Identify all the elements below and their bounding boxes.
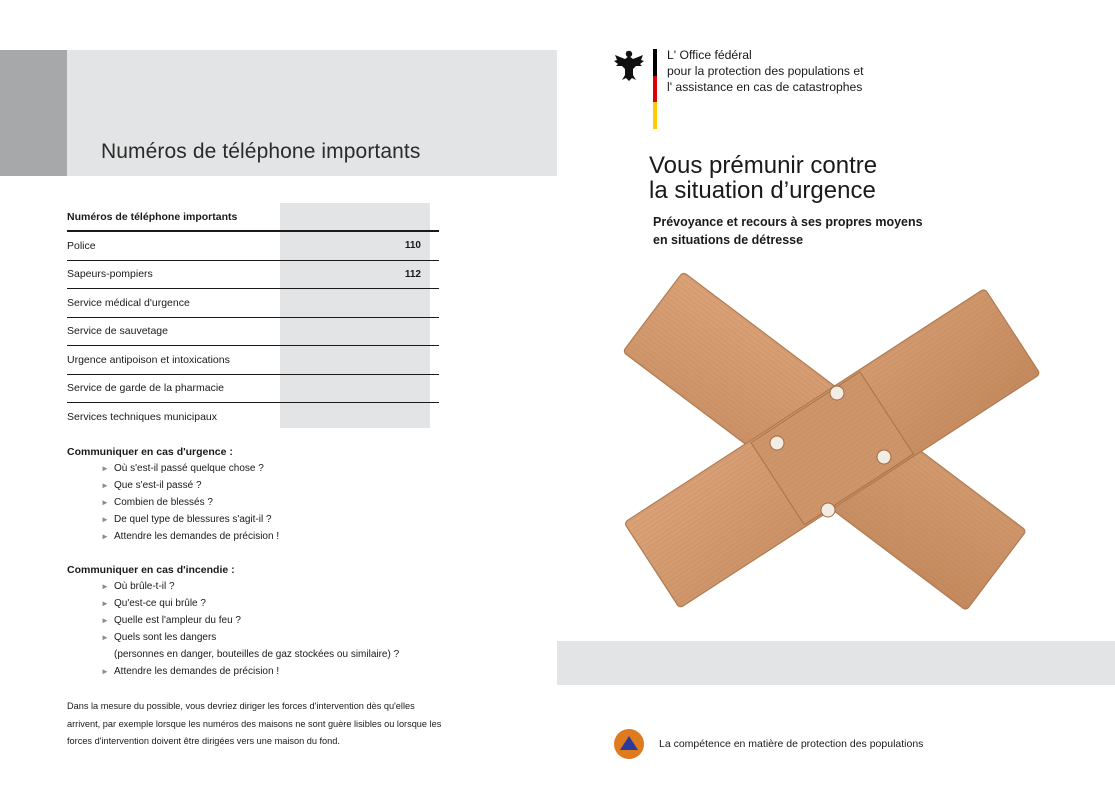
urgence-section — [67, 446, 487, 545]
list-item-text: Que s'est-il passé ? — [114, 480, 202, 491]
office-line: l' assistance en cas de catastrophes — [667, 80, 863, 94]
row-label: Urgence antipoison et intoxications — [67, 353, 230, 366]
list-item — [67, 595, 487, 612]
list-item — [67, 477, 487, 494]
list-item — [67, 612, 487, 629]
table-row — [67, 346, 439, 375]
bullet-triangle-icon: ► — [101, 498, 109, 507]
cover-title — [649, 153, 877, 203]
phone-table — [67, 203, 439, 431]
row-label: Service de garde de la pharmacie — [67, 382, 225, 395]
title-line: la situation d’urgence — [649, 177, 876, 204]
phone-table-header: Numéros de téléphone importants — [67, 203, 439, 232]
office-line: pour la protection des populations et — [667, 64, 864, 78]
table-row — [67, 318, 439, 347]
list-item-text: Où brûle-t-il ? — [114, 581, 175, 592]
row-label: Services techniques municipaux — [67, 410, 217, 423]
federal-eagle-icon — [613, 47, 645, 83]
table-row — [67, 232, 439, 261]
table-row — [67, 375, 439, 404]
list-item-text: Quelle est l'ampleur du feu ? — [114, 615, 241, 626]
footer-tagline: La compétence en matière de protection des populations — [659, 738, 924, 750]
intervention-note: Dans la mesure du possible, vous devriez diriger les forces d'intervention dès qu'elles arrivent, par exemple lorsque les numéros des maisons ne sont guère lisibles ou lorsque les forces d'intervention doivent être dirigées vers une maison du fond. — [67, 701, 442, 746]
list-item-text: Attendre les demandes de précision ! — [114, 531, 280, 542]
list-item — [67, 528, 487, 545]
cover-subtitle — [653, 214, 923, 249]
list-item-text: Combien de blessés ? — [114, 497, 213, 508]
right-footer-band — [557, 641, 1115, 685]
list-item-text: Attendre les demandes de précision ! — [114, 666, 280, 677]
urgence-title: Communiquer en cas d'urgence : — [67, 446, 233, 458]
table-row — [67, 403, 439, 431]
row-number: 112 — [404, 268, 421, 280]
list-item-continuation: (personnes en danger, bouteilles de gaz stockées ou similaire) ? — [114, 649, 400, 660]
office-name — [667, 47, 864, 95]
bullet-triangle-icon: ► — [101, 515, 109, 524]
list-item — [67, 494, 487, 511]
list-item — [67, 629, 487, 663]
list-item — [67, 511, 487, 528]
list-item — [67, 663, 487, 680]
bullet-triangle-icon: ► — [101, 667, 109, 676]
flag-stripe — [653, 49, 657, 129]
bullet-triangle-icon: ► — [101, 616, 109, 625]
bullet-triangle-icon: ► — [101, 599, 109, 608]
bullet-triangle-icon: ► — [101, 582, 109, 591]
list-item-text: Qu'est-ce qui brûle ? — [114, 598, 206, 609]
row-label: Police — [67, 239, 96, 252]
left-header-tab — [0, 50, 67, 176]
table-row — [67, 289, 439, 318]
row-label: Service médical d'urgence — [67, 296, 190, 309]
incendie-title: Communiquer en cas d'incendie : — [67, 564, 235, 576]
list-item — [67, 460, 487, 477]
table-row — [67, 261, 439, 290]
list-item-text: De quel type de blessures s'agit-il ? — [114, 514, 272, 525]
logo-triangle — [620, 736, 638, 750]
subtitle-line: Prévoyance et recours à ses propres moyens — [653, 215, 923, 229]
bullet-triangle-icon: ► — [101, 532, 109, 541]
office-line: L' Office fédéral — [667, 48, 752, 62]
bullet-triangle-icon: ► — [101, 464, 109, 473]
incendie-section — [67, 564, 487, 680]
list-item-text: Où s'est-il passé quelque chose ? — [114, 463, 264, 474]
row-label: Service de sauvetage — [67, 325, 168, 338]
bullet-triangle-icon: ► — [101, 633, 109, 642]
row-label: Sapeurs-pompiers — [67, 268, 153, 281]
list-item — [67, 578, 487, 595]
page-title: Numéros de téléphone importants — [101, 140, 421, 163]
subtitle-line: en situations de détresse — [653, 232, 804, 247]
bullet-triangle-icon: ► — [101, 481, 109, 490]
title-line: Vous prémunir contre — [649, 152, 878, 179]
list-item-text: Quels sont les dangers — [114, 632, 217, 643]
bandage-cross-image — [615, 250, 1045, 630]
civil-protection-logo-icon — [614, 729, 644, 759]
row-number: 110 — [404, 240, 421, 252]
